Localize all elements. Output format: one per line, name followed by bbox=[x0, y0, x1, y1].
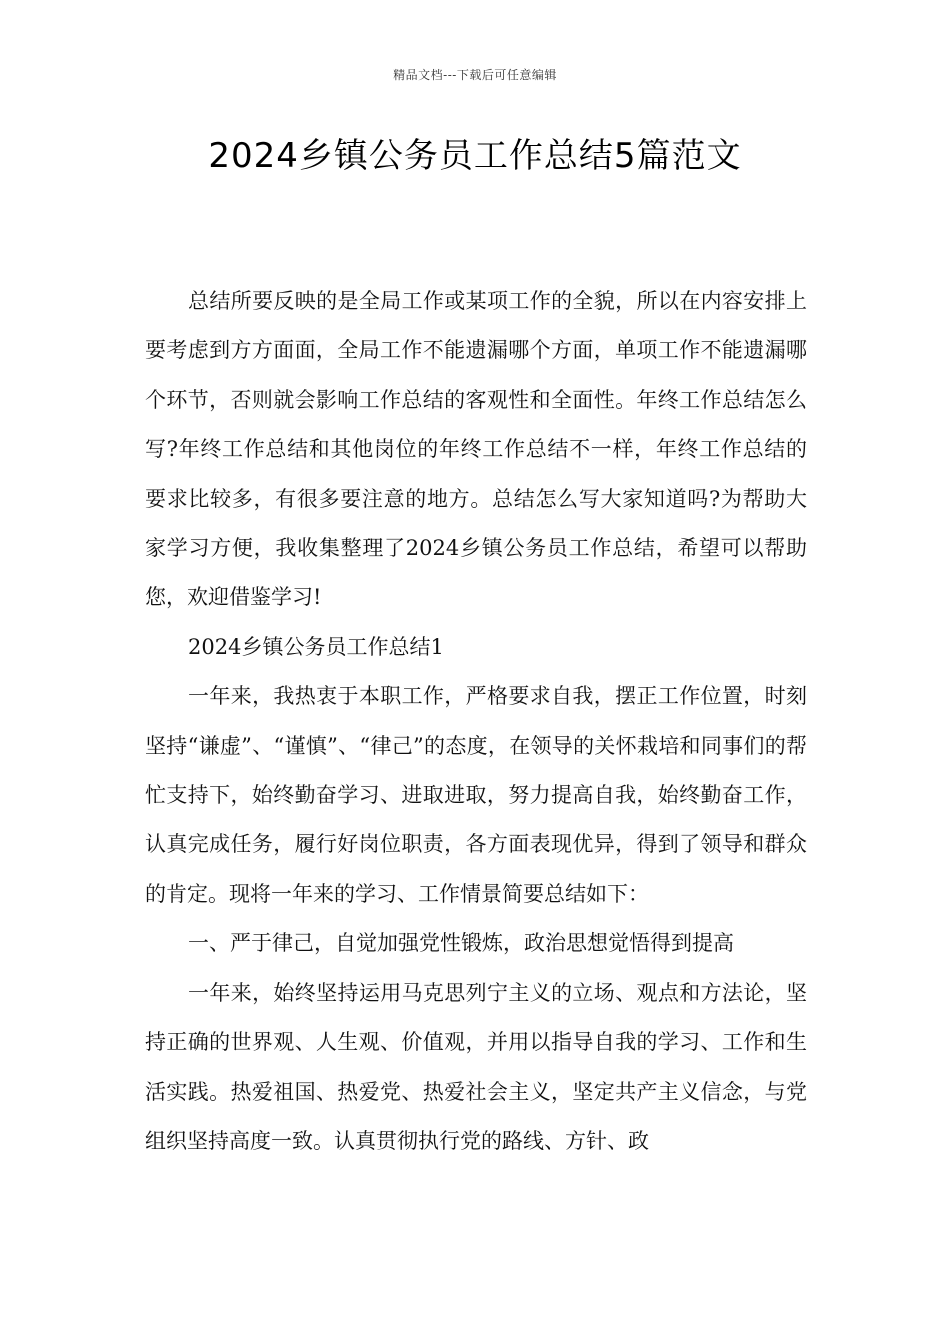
body-paragraph: 一年来，我热衷于本职工作，严格要求自我，摆正工作位置，时刻坚持“谦虚”、“谨慎”、“律己”的态度，在领导的关怀栽培和同事们的帮忙支持下，始终勤奋学习、进取进取，努力提高自我，始终勤奋工作，认真完成任务，履行好岗位职责，各方面表现优异，得到了领导和群众的肯定。现将一年来的学习、工作情景简要总结如下： bbox=[145, 684, 807, 906]
body-paragraph: 一年来，始终坚持运用马克思列宁主义的立场、观点和方法论，坚持正确的世界观、人生观、价值观，并用以指导自我的学习、工作和生活实践。热爱祖国、热爱党、热爱社会主义，坚定共产主义信念，与党组织坚持高度一致。认真贯彻执行党的路线、方针、政 bbox=[145, 980, 807, 1153]
subsection-heading: 一、严于律己，自觉加强党性锻炼，政治思想觉悟得到提高 bbox=[188, 931, 734, 956]
document-body bbox=[145, 277, 807, 1166]
section-heading: 2024乡镇公务员工作总结1 bbox=[188, 634, 444, 659]
document-title: 2024乡镇公务员工作总结5篇范文 bbox=[208, 136, 742, 176]
intro-paragraph: 总结所要反映的是全局工作或某项工作的全貌，所以在内容安排上要考虑到方方面面，全局工作不能遗漏哪个方面，单项工作不能遗漏哪个环节，否则就会影响工作总结的客观性和全面性。年终工作总结怎么写?年终工作总结和其他岗位的年终工作总结不一样，年终工作总结的要求比较多，有很多要注意的地方。总结怎么写大家知道吗?为帮助大家学习方便，我收集整理了2024乡镇公务员工作总结，希望可以帮助您，欢迎借鉴学习! bbox=[145, 289, 807, 610]
header-note: 精品文档---下载后可任意编辑 bbox=[393, 68, 557, 82]
